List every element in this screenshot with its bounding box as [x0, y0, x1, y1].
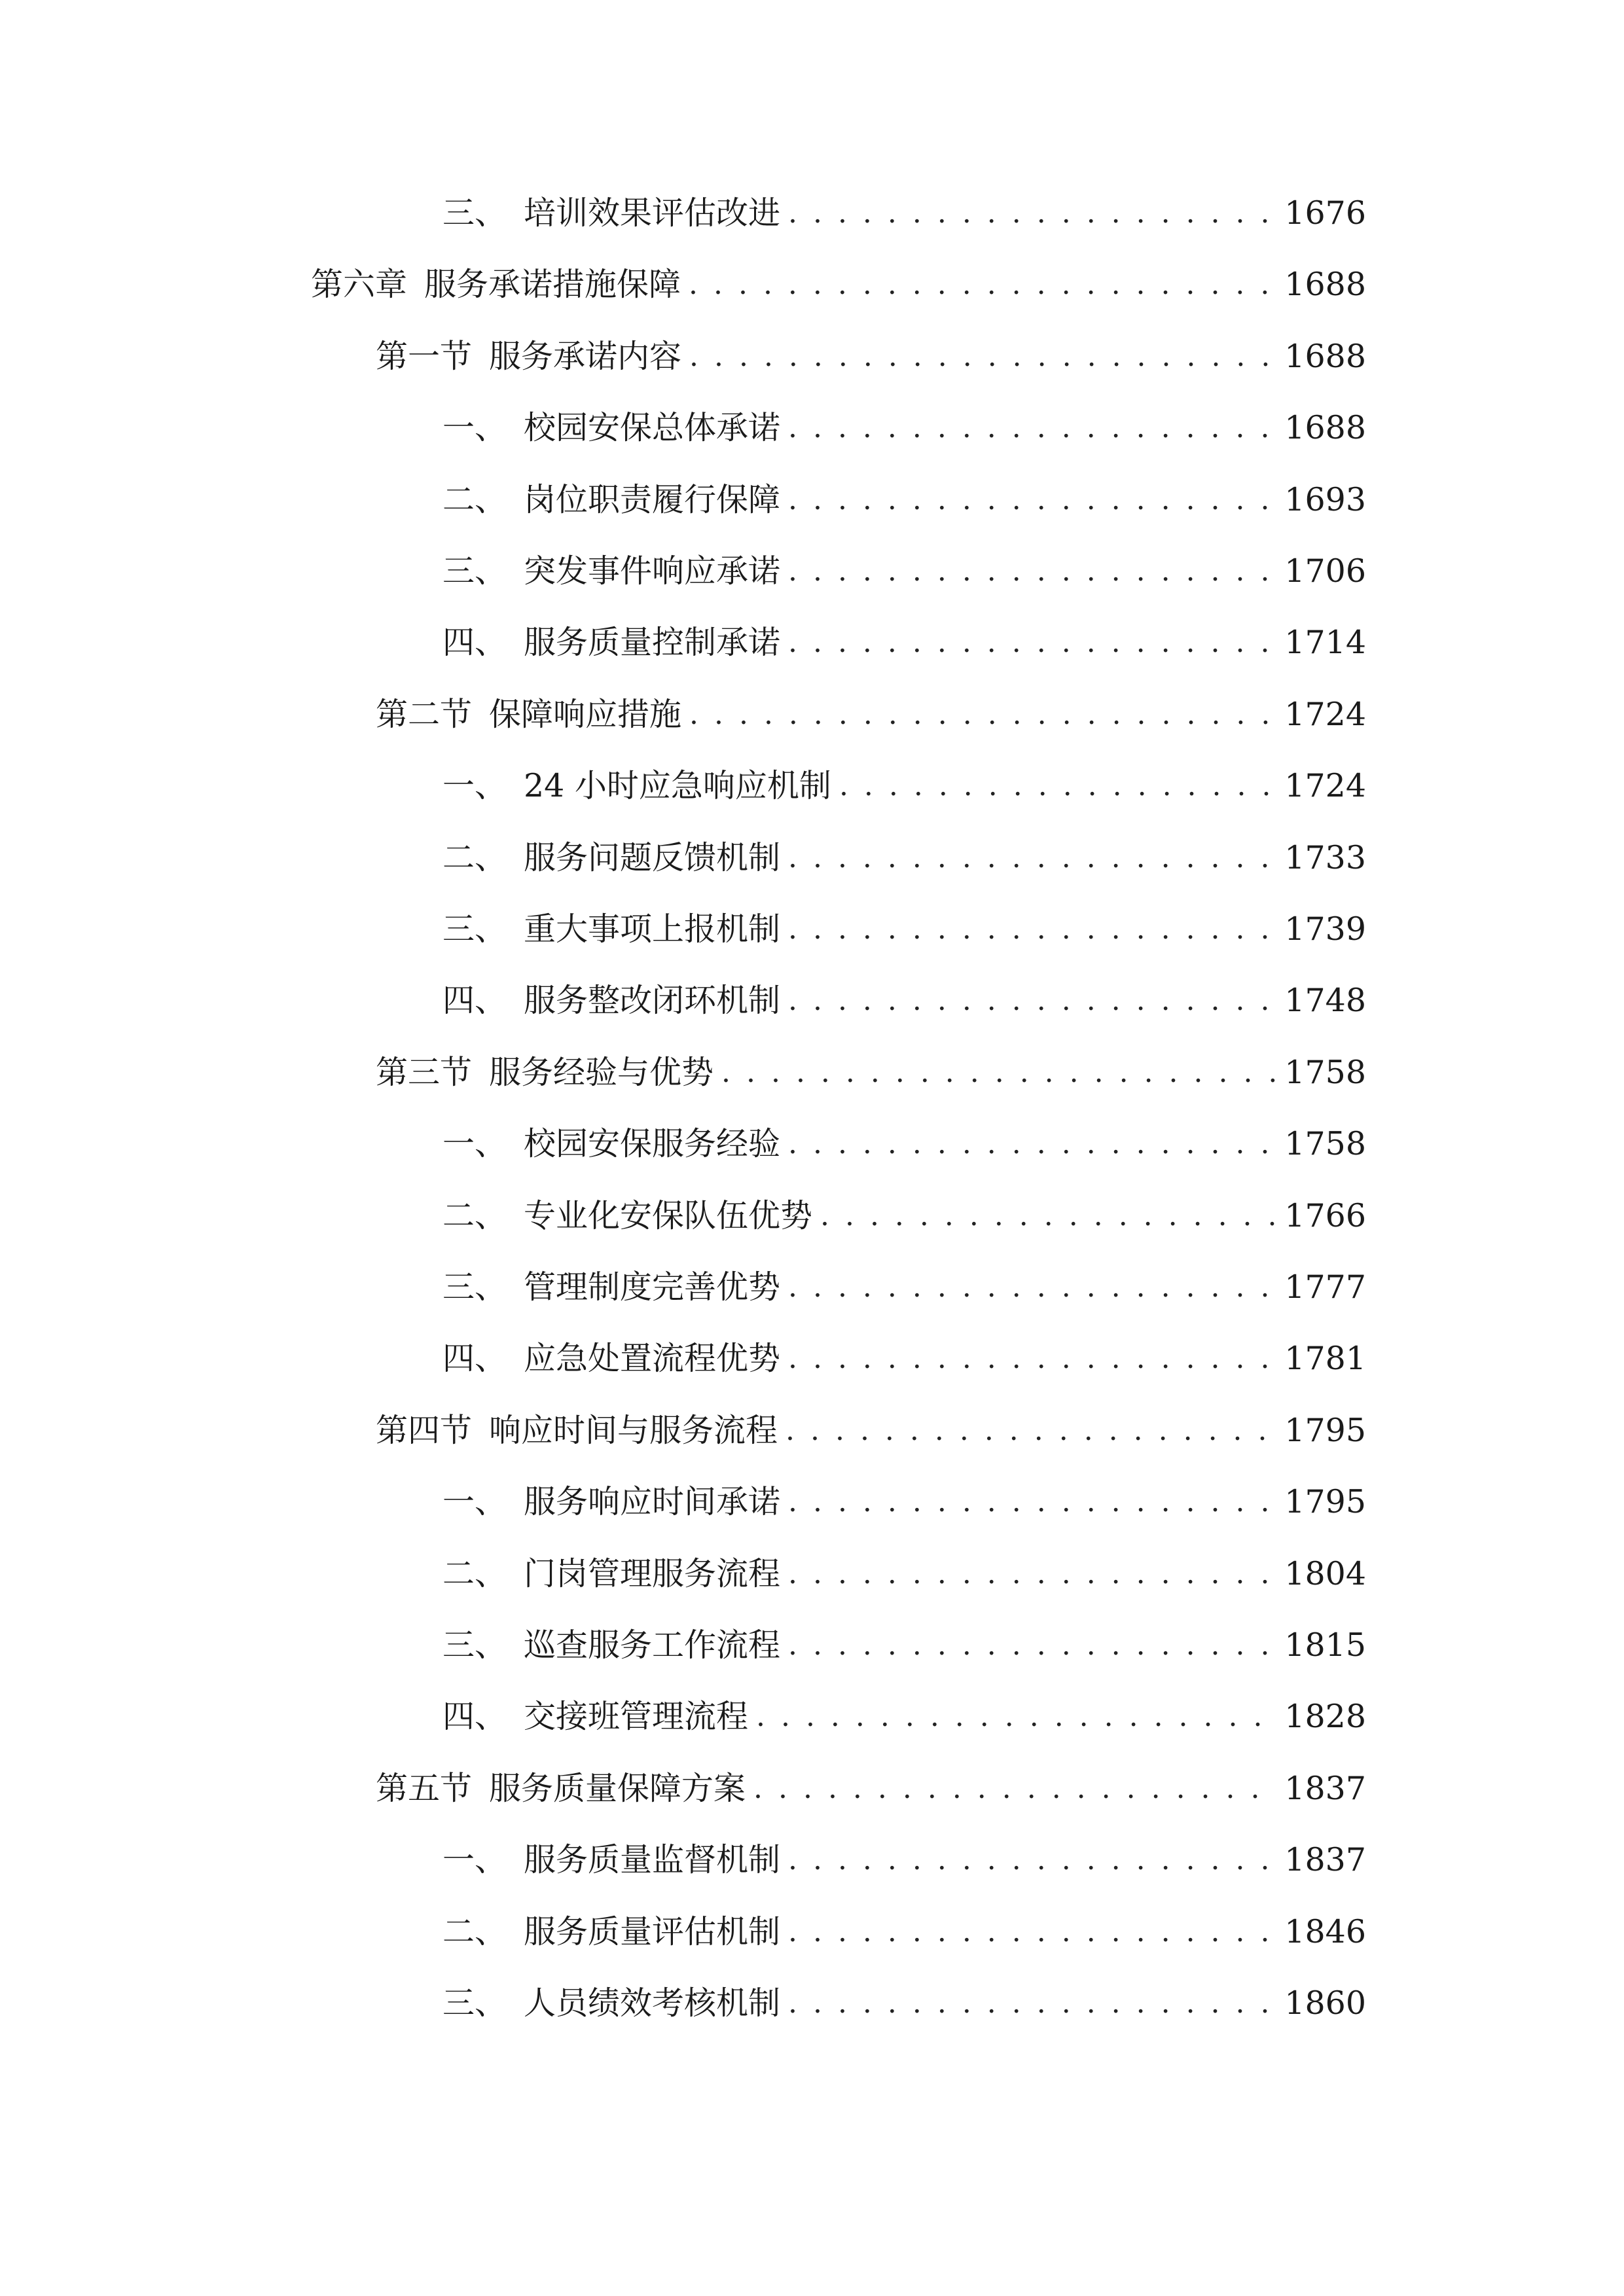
- toc-entry-page-number: 1739: [1284, 910, 1366, 948]
- toc-dot-leader: [788, 1476, 1276, 1528]
- toc-entry[interactable]: [442, 1190, 1366, 1242]
- toc-entry-page-number: 1693: [1284, 481, 1366, 518]
- toc-entry-number: 四、: [442, 982, 507, 1019]
- toc-entry[interactable]: [442, 975, 1366, 1027]
- toc-entry-title: 交接班管理流程: [524, 1698, 749, 1735]
- toc-entry-number: 四、: [442, 624, 507, 661]
- toc-entry-number: 二、: [442, 1555, 507, 1592]
- toc-entry-number: 第四节: [376, 1412, 473, 1449]
- toc-entry-number: 二、: [442, 1913, 507, 1950]
- toc-dot-leader: [788, 474, 1276, 526]
- toc-dot-leader: [788, 1118, 1276, 1170]
- toc-entry-number: 一、: [442, 767, 507, 804]
- toc-entry-number: 一、: [442, 409, 507, 446]
- toc-entry-title: 24 小时应急响应机制: [524, 767, 831, 804]
- toc-dot-leader: [788, 832, 1276, 884]
- toc-entry[interactable]: [442, 1619, 1366, 1672]
- toc-dot-leader: [788, 1333, 1276, 1385]
- toc-dot-leader: [788, 402, 1276, 454]
- toc-entry-page-number: 1758: [1284, 1054, 1366, 1091]
- toc-entry-title: 服务经验与优势: [489, 1054, 714, 1091]
- toc-dot-leader: [839, 760, 1276, 812]
- toc-entry-title: 服务质量监督机制: [524, 1841, 781, 1878]
- toc-entry[interactable]: [376, 1763, 1366, 1815]
- toc-entry-title: 服务响应时间承诺: [524, 1483, 781, 1520]
- toc-dot-leader: [788, 617, 1276, 669]
- toc-dot-leader: [788, 1834, 1276, 1886]
- toc-dot-leader: [756, 1691, 1276, 1743]
- toc-dot-leader: [788, 1906, 1276, 1958]
- toc-entry-page-number: 1748: [1284, 982, 1366, 1019]
- toc-dot-leader: [689, 259, 1276, 311]
- toc-entry-number: 第六章: [311, 266, 408, 303]
- toc-entry-title: 服务质量保障方案: [489, 1770, 746, 1807]
- toc-dot-leader: [820, 1190, 1276, 1242]
- toc-entry[interactable]: [442, 1977, 1366, 2030]
- toc-entry[interactable]: [442, 474, 1366, 526]
- toc-entry-number: 二、: [442, 481, 507, 518]
- toc-entry-title: 重大事项上报机制: [524, 910, 781, 948]
- toc-entry[interactable]: [442, 760, 1366, 812]
- toc-entry-title: 突发事件响应承诺: [524, 552, 781, 590]
- toc-dot-leader: [788, 975, 1276, 1027]
- toc-entry-page-number: 1846: [1284, 1913, 1366, 1950]
- toc-entry-page-number: 1688: [1284, 409, 1366, 446]
- toc-entry-number: 三、: [442, 1268, 507, 1306]
- toc-entry-page-number: 1724: [1284, 767, 1366, 804]
- toc-dot-leader: [785, 1405, 1276, 1457]
- toc-entry-page-number: 1758: [1284, 1125, 1366, 1162]
- toc-entry-number: 第三节: [376, 1054, 473, 1091]
- toc-entry-page-number: 1688: [1284, 338, 1366, 375]
- toc-entry[interactable]: [311, 259, 1366, 311]
- toc-entry[interactable]: [376, 1405, 1366, 1457]
- toc-entry-page-number: 1777: [1284, 1268, 1366, 1306]
- toc-dot-leader: [788, 1261, 1276, 1314]
- toc-entry-number: 三、: [442, 1984, 507, 2022]
- toc-entry-title: 服务质量控制承诺: [524, 624, 781, 661]
- toc-entry-title: 服务质量评估机制: [524, 1913, 781, 1950]
- toc-entry[interactable]: [442, 402, 1366, 454]
- toc-entry-title: 门岗管理服务流程: [524, 1555, 781, 1592]
- toc-entry-page-number: 1837: [1284, 1841, 1366, 1878]
- toc-entry-number: 四、: [442, 1340, 507, 1377]
- toc-dot-leader: [788, 1977, 1276, 2030]
- toc-entry-page-number: 1815: [1284, 1626, 1366, 1664]
- toc-entry-title: 保障响应措施: [489, 696, 682, 733]
- toc-entry-page-number: 1688: [1284, 266, 1366, 303]
- toc-entry-page-number: 1860: [1284, 1984, 1366, 2022]
- toc-entry-page-number: 1766: [1284, 1197, 1366, 1234]
- toc-entry-page-number: 1804: [1284, 1555, 1366, 1592]
- toc-dot-leader: [788, 903, 1276, 956]
- toc-entry-title: 巡查服务工作流程: [524, 1626, 781, 1664]
- toc-entry-number: 三、: [442, 194, 507, 232]
- toc-entry[interactable]: [442, 187, 1366, 240]
- toc-dot-leader: [689, 331, 1276, 383]
- toc-entry-page-number: 1795: [1284, 1483, 1366, 1520]
- toc-entry-number: 二、: [442, 839, 507, 876]
- toc-dot-leader: [689, 689, 1276, 741]
- toc-entry[interactable]: [442, 545, 1366, 598]
- toc-dot-leader: [753, 1763, 1276, 1815]
- toc-entry-title: 服务承诺措施保障: [424, 266, 681, 303]
- toc-entry-number: 一、: [442, 1841, 507, 1878]
- toc-entry[interactable]: [442, 617, 1366, 669]
- toc-entry[interactable]: [442, 1691, 1366, 1743]
- toc-entry[interactable]: [442, 832, 1366, 884]
- toc-entry[interactable]: [376, 689, 1366, 741]
- toc-entry[interactable]: [442, 1476, 1366, 1528]
- toc-entry-number: 三、: [442, 910, 507, 948]
- toc-entry-number: 第二节: [376, 696, 473, 733]
- toc-dot-leader: [788, 545, 1276, 598]
- toc-entry-number: 第五节: [376, 1770, 473, 1807]
- toc-entry-title: 校园安保总体承诺: [524, 409, 781, 446]
- toc-entry-title: 校园安保服务经验: [524, 1125, 781, 1162]
- toc-entry-page-number: 1828: [1284, 1698, 1366, 1735]
- toc-entry-title: 应急处置流程优势: [524, 1340, 781, 1377]
- toc-entry-title: 服务问题反馈机制: [524, 839, 781, 876]
- toc-dot-leader: [788, 1548, 1276, 1600]
- toc-entry-page-number: 1795: [1284, 1412, 1366, 1449]
- toc-entry[interactable]: [442, 1118, 1366, 1170]
- toc-entry-number: 一、: [442, 1125, 507, 1162]
- toc-entry-page-number: 1724: [1284, 696, 1366, 733]
- toc-entry-title: 服务整改闭环机制: [524, 982, 781, 1019]
- toc-entry[interactable]: [442, 1834, 1366, 1886]
- toc-entry[interactable]: [442, 1261, 1366, 1314]
- toc-entry-number: 四、: [442, 1698, 507, 1735]
- toc-entry-title: 人员绩效考核机制: [524, 1984, 781, 2022]
- toc-entry-title: 服务承诺内容: [489, 338, 682, 375]
- toc-dot-leader: [721, 1047, 1276, 1099]
- toc-entry-title: 专业化安保队伍优势: [524, 1197, 813, 1234]
- toc-entry[interactable]: [442, 1548, 1366, 1600]
- toc-entry-number: 三、: [442, 1626, 507, 1664]
- toc-entry-number: 第一节: [376, 338, 473, 375]
- toc-entry-title: 响应时间与服务流程: [489, 1412, 778, 1449]
- toc-entry[interactable]: [442, 1906, 1366, 1958]
- toc-dot-leader: [788, 1619, 1276, 1672]
- toc-dot-leader: [788, 187, 1276, 240]
- toc-entry[interactable]: [376, 1047, 1366, 1099]
- toc-entry-page-number: 1676: [1284, 194, 1366, 232]
- toc-entry-number: 二、: [442, 1197, 507, 1234]
- toc-entry-number: 一、: [442, 1483, 507, 1520]
- toc-entry-page-number: 1837: [1284, 1770, 1366, 1807]
- toc-entry-title: 培训效果评估改进: [524, 194, 781, 232]
- toc-entry-title: 管理制度完善优势: [524, 1268, 781, 1306]
- toc-entry[interactable]: [442, 1333, 1366, 1385]
- toc-entry-page-number: 1706: [1284, 552, 1366, 590]
- toc-entry-page-number: 1781: [1284, 1340, 1366, 1377]
- toc-entry-page-number: 1733: [1284, 839, 1366, 876]
- toc-entry-title: 岗位职责履行保障: [524, 481, 781, 518]
- toc-entry-page-number: 1714: [1284, 624, 1366, 661]
- toc-entry[interactable]: [442, 903, 1366, 956]
- toc-entry[interactable]: [376, 331, 1366, 383]
- toc-entry-number: 三、: [442, 552, 507, 590]
